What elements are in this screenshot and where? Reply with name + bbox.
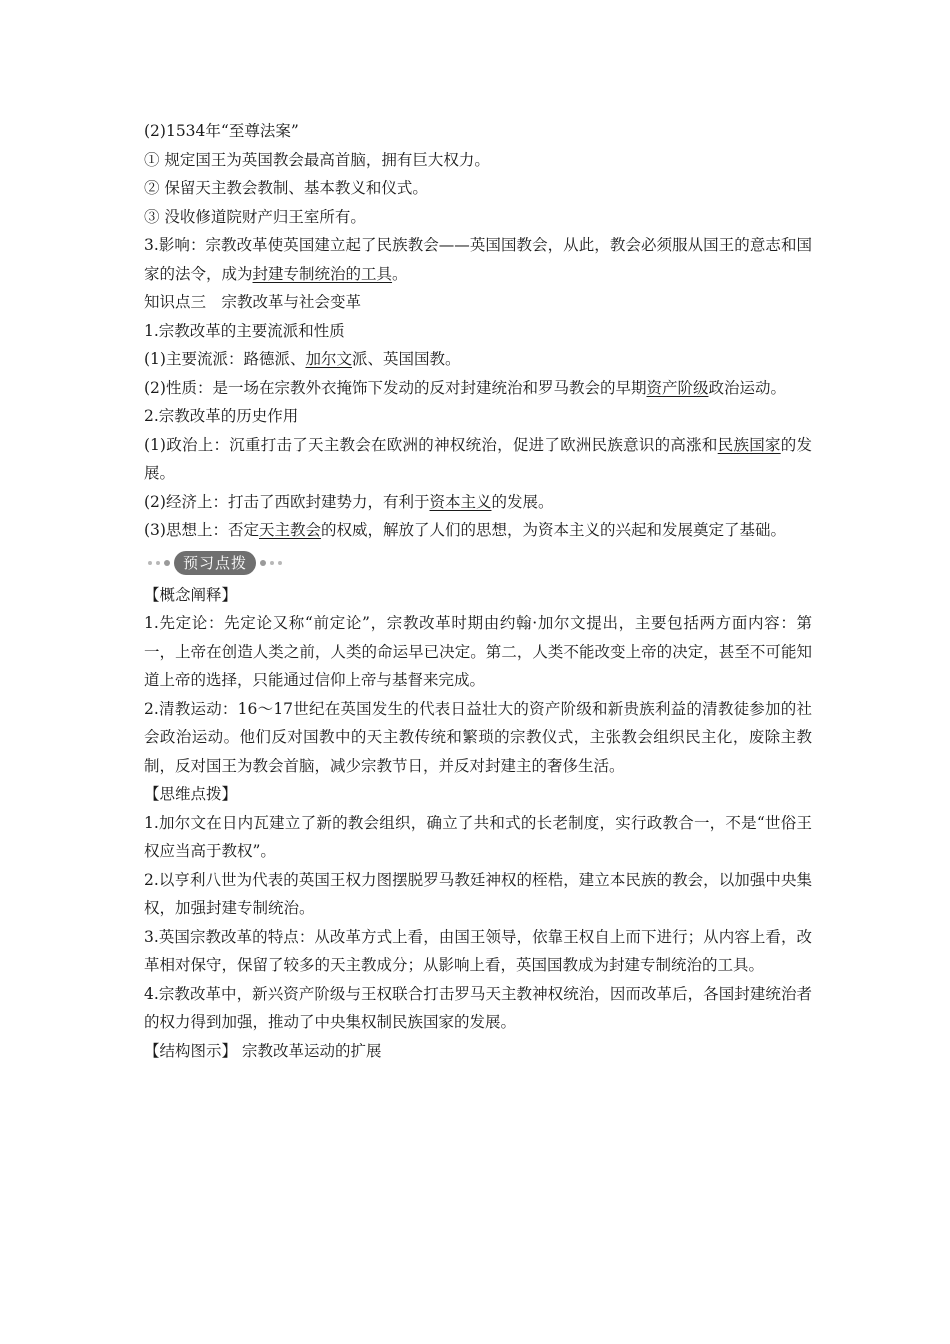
concepts-header: 【概念阐释】: [144, 585, 238, 604]
concept-predestination: 1.先定论：先定论又称“前定论”，宗教改革时期由约翰·加尔文提出，主要包括两方面内容：第一，上帝在创造人类之前，人类的命运早已决定。第二，人类不能改变上帝的决定，甚至不可能知道上帝的选择，只能通过信仰上帝与基督来完成。: [144, 614, 812, 689]
role-economic: (2)经济上：打击了西欧封建势力，有利于资本主义的发展。: [144, 492, 554, 511]
role-ideological: (3)思想上：否定天主教会的权威，解放了人们的思想，为资本主义的兴起和发展奠定了基础。: [144, 521, 786, 539]
thinking-header: 【思维点拨】: [144, 785, 238, 803]
impact-paragraph: 3.影响：宗教改革使英国建立起了民族教会——英国国教会，从此，教会必须服从国王的意志和国家的法令，成为封建专制统治的工具。: [144, 236, 812, 283]
schools-heading: 1.宗教改革的主要流派和性质: [144, 321, 345, 340]
act-point-2: ② 保留天主教会教制、基本教义和仪式。: [144, 179, 428, 197]
historical-role-heading: 2.宗教改革的历史作用: [144, 407, 299, 425]
supremacy-act-heading: (2)1534年“至尊法案”: [144, 122, 299, 140]
underlined-answer: 民族国家: [717, 435, 781, 454]
preview-tips-banner: [144, 546, 812, 580]
underlined-answer: 资本主义: [429, 492, 492, 511]
act-point-3: ③ 没收修道院财产归王室所有。: [144, 207, 366, 226]
underlined-answer: 天主教会: [258, 521, 321, 539]
thinking-point-2: 2.以亨利八世为代表的英国王权力图摆脱罗马教廷神权的桎梏，建立本民族的教会，以加强中央集权，加强封建专制统治。: [144, 870, 812, 917]
nature-item: (2)性质：是一场在宗教外衣掩饰下发动的反对封建统治和罗马教会的早期资产阶级政治运动。: [144, 378, 786, 397]
role-political: (1)政治上：沉重打击了天主教会在欧洲的神权统治，促进了欧洲民族意识的高涨和民族国家的发展。: [144, 435, 812, 482]
underlined-answer: 加尔文: [305, 350, 352, 368]
preview-tips-badge: 预习点拨: [174, 551, 256, 575]
concept-puritan-movement: 2.清教运动：16～17世纪在英国发生的代表日益壮大的资产阶级和新贵族利益的清教徒参加的社会政治运动。他们反对国教中的天主教传统和繁琐的宗教仪式，主张教会组织民主化，废除主教制，反对国王为教会首脑，减少宗教节日，并反对封建主的奢侈生活。: [144, 699, 812, 775]
dots-left-decoration: [148, 560, 170, 566]
schools-item: (1)主要流派：路德派、加尔文派、英国国教。: [144, 350, 461, 368]
structure-diagram-heading: 【结构图示】 宗教改革运动的扩展: [144, 1041, 382, 1060]
knowledge-point-3-heading: 知识点三 宗教改革与社会变革: [144, 293, 362, 311]
thinking-point-3: 3.英国宗教改革的特点：从改革方式上看，由国王领导，依靠王权自上而下进行；从内容上看，改革相对保守，保留了较多的天主教成分；从影响上看，英国国教成为封建专制统治的工具。: [144, 927, 812, 974]
act-point-1: ① 规定国王为英国教会最高首脑，拥有巨大权力。: [144, 150, 490, 169]
document-page: [144, 117, 812, 1065]
thinking-point-1: 1.加尔文在日内瓦建立了新的教会组织，确立了共和式的长老制度，实行政教合一，不是“世俗王权应当高于教权”。: [144, 813, 812, 860]
thinking-point-4: 4.宗教改革中，新兴资产阶级与王权联合打击罗马天主教神权统治，因而改革后，各国封建统治者的权力得到加强，推动了中央集权制民族国家的发展。: [144, 984, 812, 1031]
underlined-answer: 封建专制统治的工具: [252, 264, 393, 283]
underlined-answer: 资产阶级: [646, 378, 709, 397]
dots-right-decoration: [260, 560, 282, 566]
